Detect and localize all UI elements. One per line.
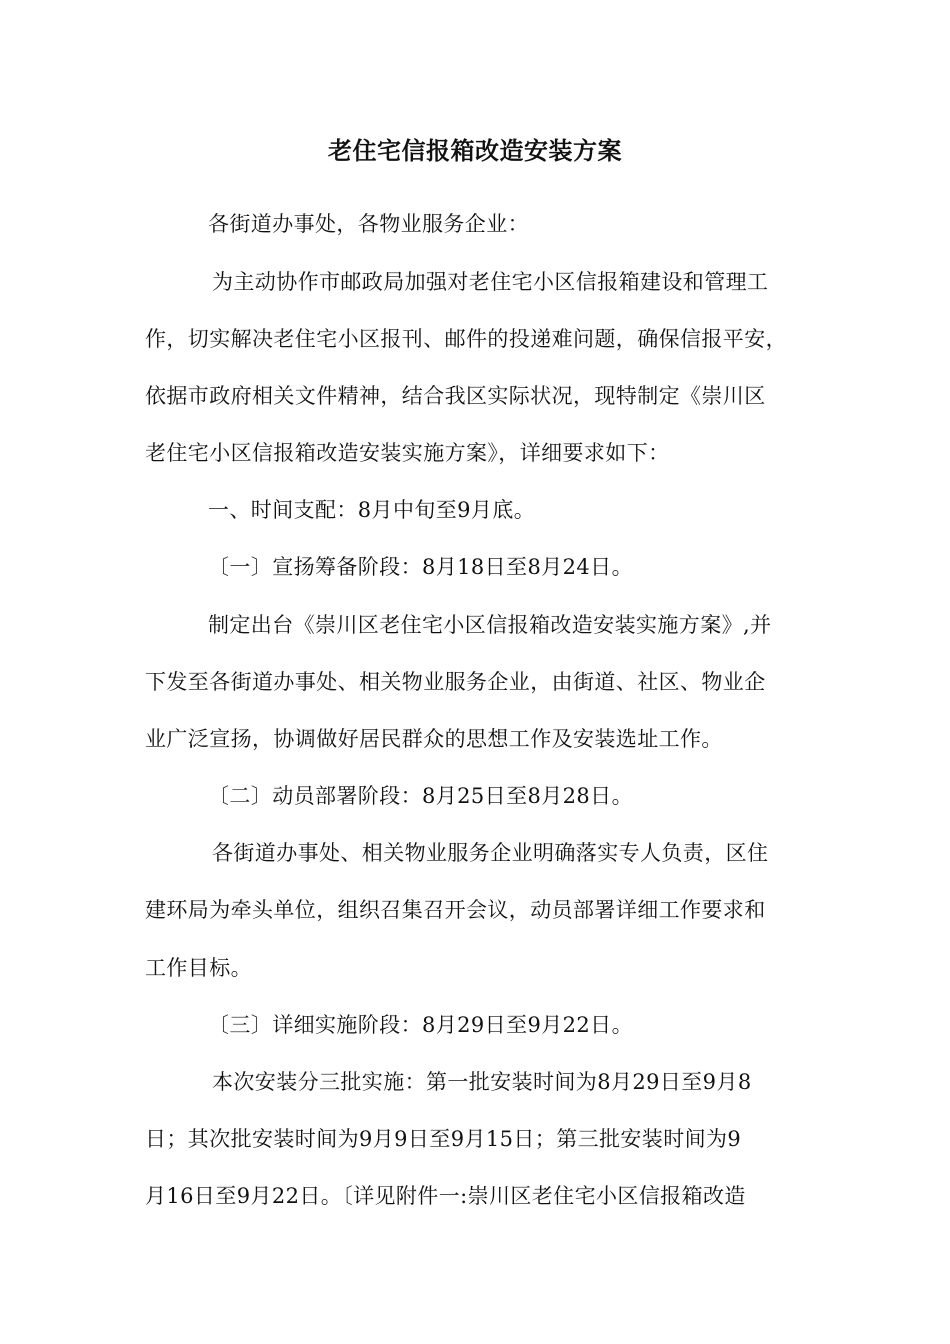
paragraph-line: 各街道办事处、相关物业服务企业明确落实专人负责，区住 [212, 841, 769, 865]
paragraph-line: 依据市政府相关文件精神，结合我区实际状况，现特制定《崇川区 [145, 384, 766, 408]
subsection-heading: 〔二〕动员部署阶段：8月25日至8月28日。 [208, 784, 633, 808]
paragraph-line: 制定出台《崇川区老住宅小区信报箱改造安装实施方案》,并 [208, 613, 772, 637]
paragraph-line: 月16日至9月22日。〔详见附件一:崇川区老住宅小区信报箱改造 [145, 1184, 746, 1208]
document-title: 老住宅信报箱改造安装方案 [328, 136, 622, 165]
paragraph-line: 业广泛宣扬，协调做好居民群众的思想工作及安装选址工作。 [145, 727, 723, 751]
section-heading: 一、时间支配：8月中旬至9月底。 [208, 498, 536, 522]
subsection-heading: 〔一〕宣扬筹备阶段：8月18日至8月24日。 [208, 555, 633, 579]
paragraph-line: 作，切实解决老住宅小区报刊、邮件的投递难问题，确保信报平安， [145, 327, 787, 351]
paragraph-line: 工作目标。 [145, 956, 252, 980]
paragraph-line: 下发至各街道办事处、相关物业服务企业，由街道、社区、物业企 [145, 670, 766, 694]
paragraph-line: 日；其次批安装时间为9月9日至9月15日；第三批安装时间为9 [145, 1127, 742, 1151]
paragraph-line: 本次安装分三批实施：第一批安装时间为8月29日至9月8 [212, 1070, 752, 1094]
salutation: 各街道办事处，各物业服务企业： [208, 212, 529, 236]
paragraph-line: 为主动协作市邮政局加强对老住宅小区信报箱建设和管理工 [212, 270, 769, 294]
paragraph-line: 建环局为牵头单位，组织召集召开会议，动员部署详细工作要求和 [145, 898, 766, 922]
paragraph-line: 老住宅小区信报箱改造安装实施方案》，详细要求如下： [145, 441, 670, 465]
subsection-heading: 〔三〕详细实施阶段：8月29日至9月22日。 [208, 1013, 633, 1037]
